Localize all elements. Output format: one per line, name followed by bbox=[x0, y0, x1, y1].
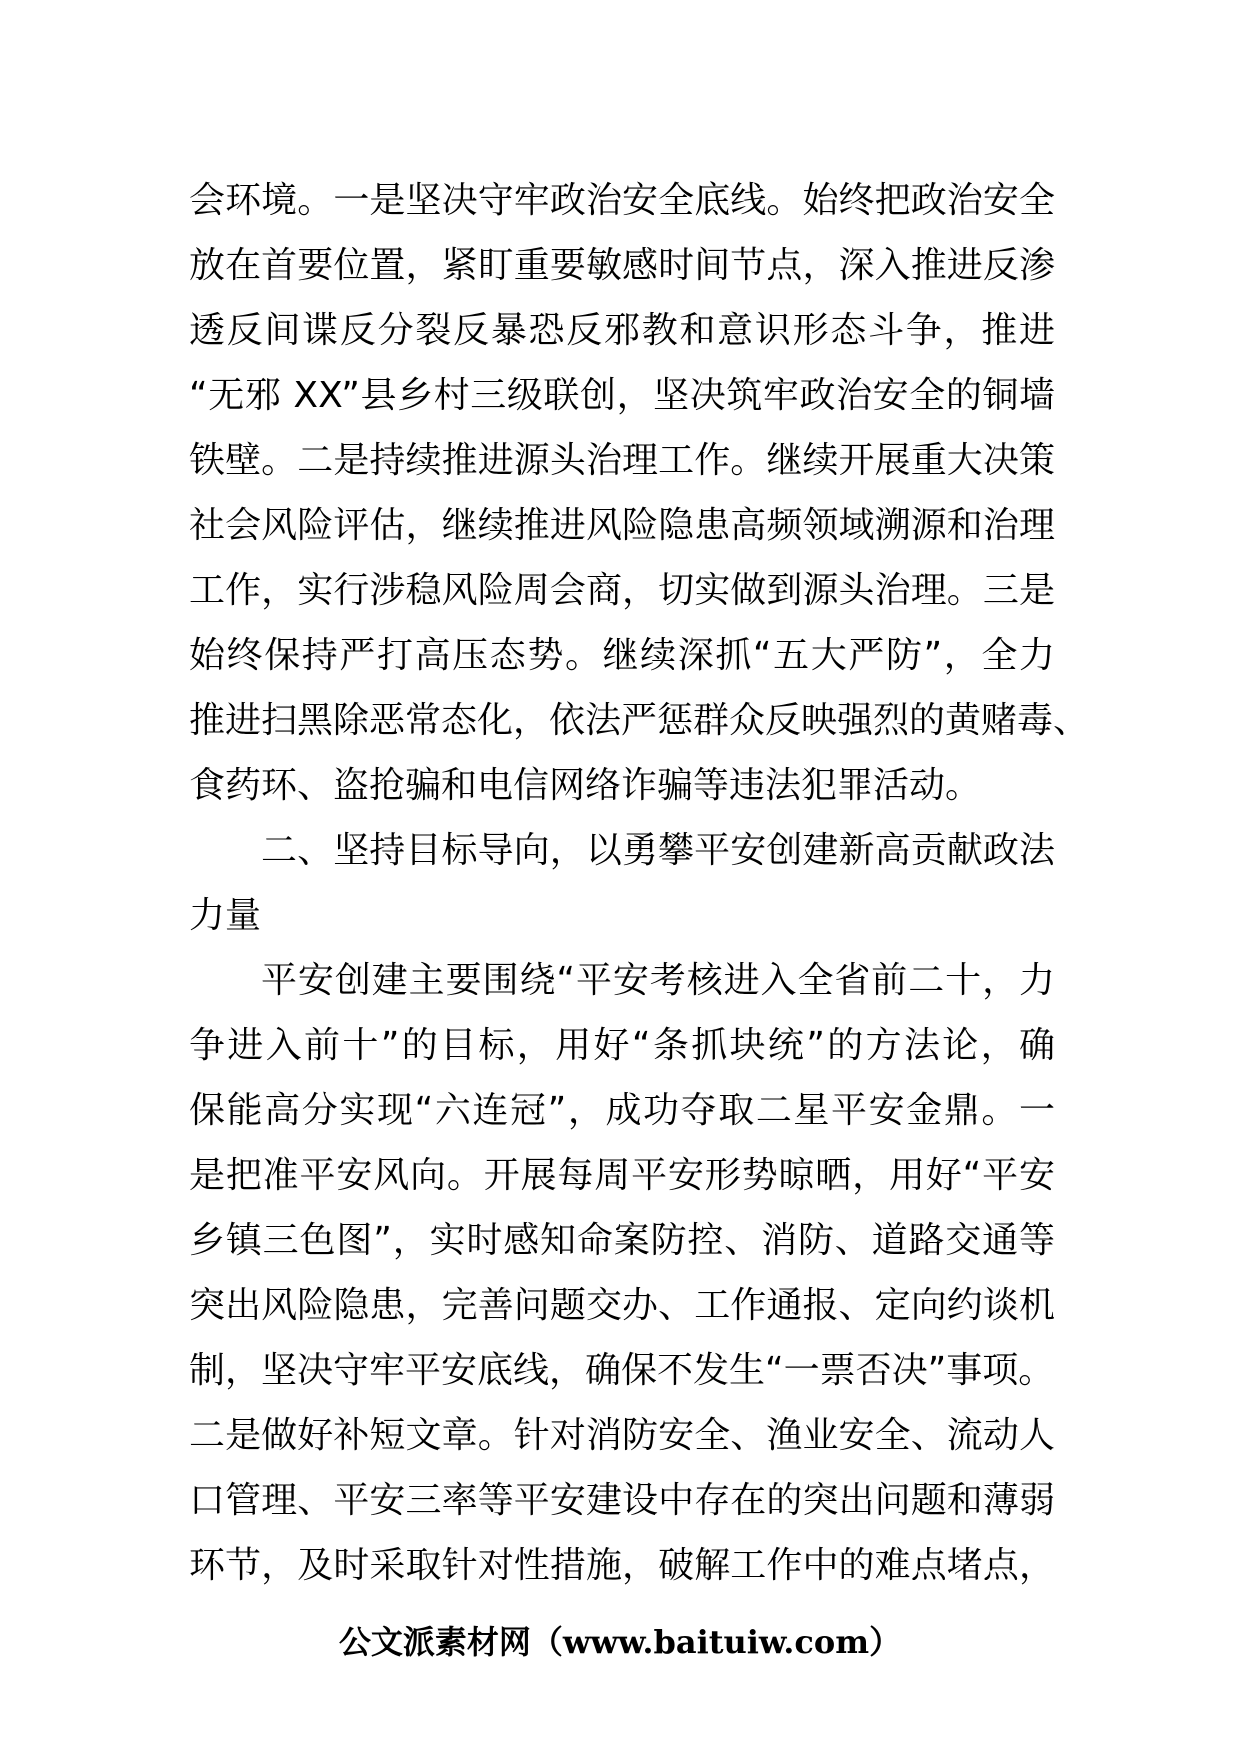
text-line: 突出风险隐患，完善问题交办、工作通报、定向约谈机 bbox=[189, 1285, 1055, 1326]
text-line: 食药环、盗抢骗和电信网络诈骗等违法犯罪活动。 bbox=[189, 765, 982, 806]
text-line: “无邪 XX”县乡村三级联创，坚决筑牢政治安全的铜墙 bbox=[189, 375, 1055, 416]
text-line: 二是做好补短文章。针对消防安全、渔业安全、流动人 bbox=[189, 1415, 1055, 1456]
text-line: 工作，实行涉稳风险周会商，切实做到源头治理。三是 bbox=[189, 570, 1055, 611]
paragraph-body bbox=[189, 948, 1055, 1598]
text-line: 是把准平安风向。开展每周平安形势晾晒，用好“平安 bbox=[189, 1155, 1055, 1196]
text-line: 平安创建主要围绕“平安考核进入全省前二十，力 bbox=[261, 960, 1055, 1001]
heading-line: 二、坚持目标导向，以勇攀平安创建新高贡献政法 bbox=[261, 830, 1055, 871]
text-line: 会环境。一是坚决守牢政治安全底线。始终把政治安全 bbox=[189, 180, 1055, 221]
heading-line: 力量 bbox=[189, 895, 262, 936]
section-heading bbox=[189, 818, 1055, 948]
text-line: 社会风险评估，继续推进风险隐患高频领域溯源和治理 bbox=[189, 505, 1055, 546]
text-line: 始终保持严打高压态势。继续深抓“五大严防”，全力 bbox=[189, 635, 1055, 676]
text-line: 推进扫黑除恶常态化，依法严惩群众反映强烈的黄赌毒、 bbox=[189, 700, 1090, 741]
text-line: 乡镇三色图”，实时感知命案防控、消防、道路交通等 bbox=[189, 1220, 1055, 1261]
page-footer-watermark: 公文派素材网（www.baituiw.com） bbox=[338, 1623, 902, 1661]
text-line: 透反间谍反分裂反暴恐反邪教和意识形态斗争，推进 bbox=[189, 310, 1055, 351]
text-line: 保能高分实现“六连冠”，成功夺取二星平安金鼎。一 bbox=[189, 1090, 1055, 1131]
text-line: 口管理、平安三率等平安建设中存在的突出问题和薄弱 bbox=[189, 1480, 1055, 1521]
paragraph-continuation bbox=[189, 168, 1090, 818]
document-body bbox=[189, 168, 1090, 1598]
text-line: 环节，及时采取针对性措施，破解工作中的难点堵点， bbox=[189, 1545, 1055, 1586]
text-line: 争进入前十”的目标，用好“条抓块统”的方法论，确 bbox=[189, 1025, 1055, 1066]
text-line: 放在首要位置，紧盯重要敏感时间节点，深入推进反渗 bbox=[189, 245, 1055, 286]
text-line: 铁壁。二是持续推进源头治理工作。继续开展重大决策 bbox=[189, 440, 1055, 481]
text-line: 制，坚决守牢平安底线，确保不发生“一票否决”事项。 bbox=[189, 1350, 1055, 1391]
